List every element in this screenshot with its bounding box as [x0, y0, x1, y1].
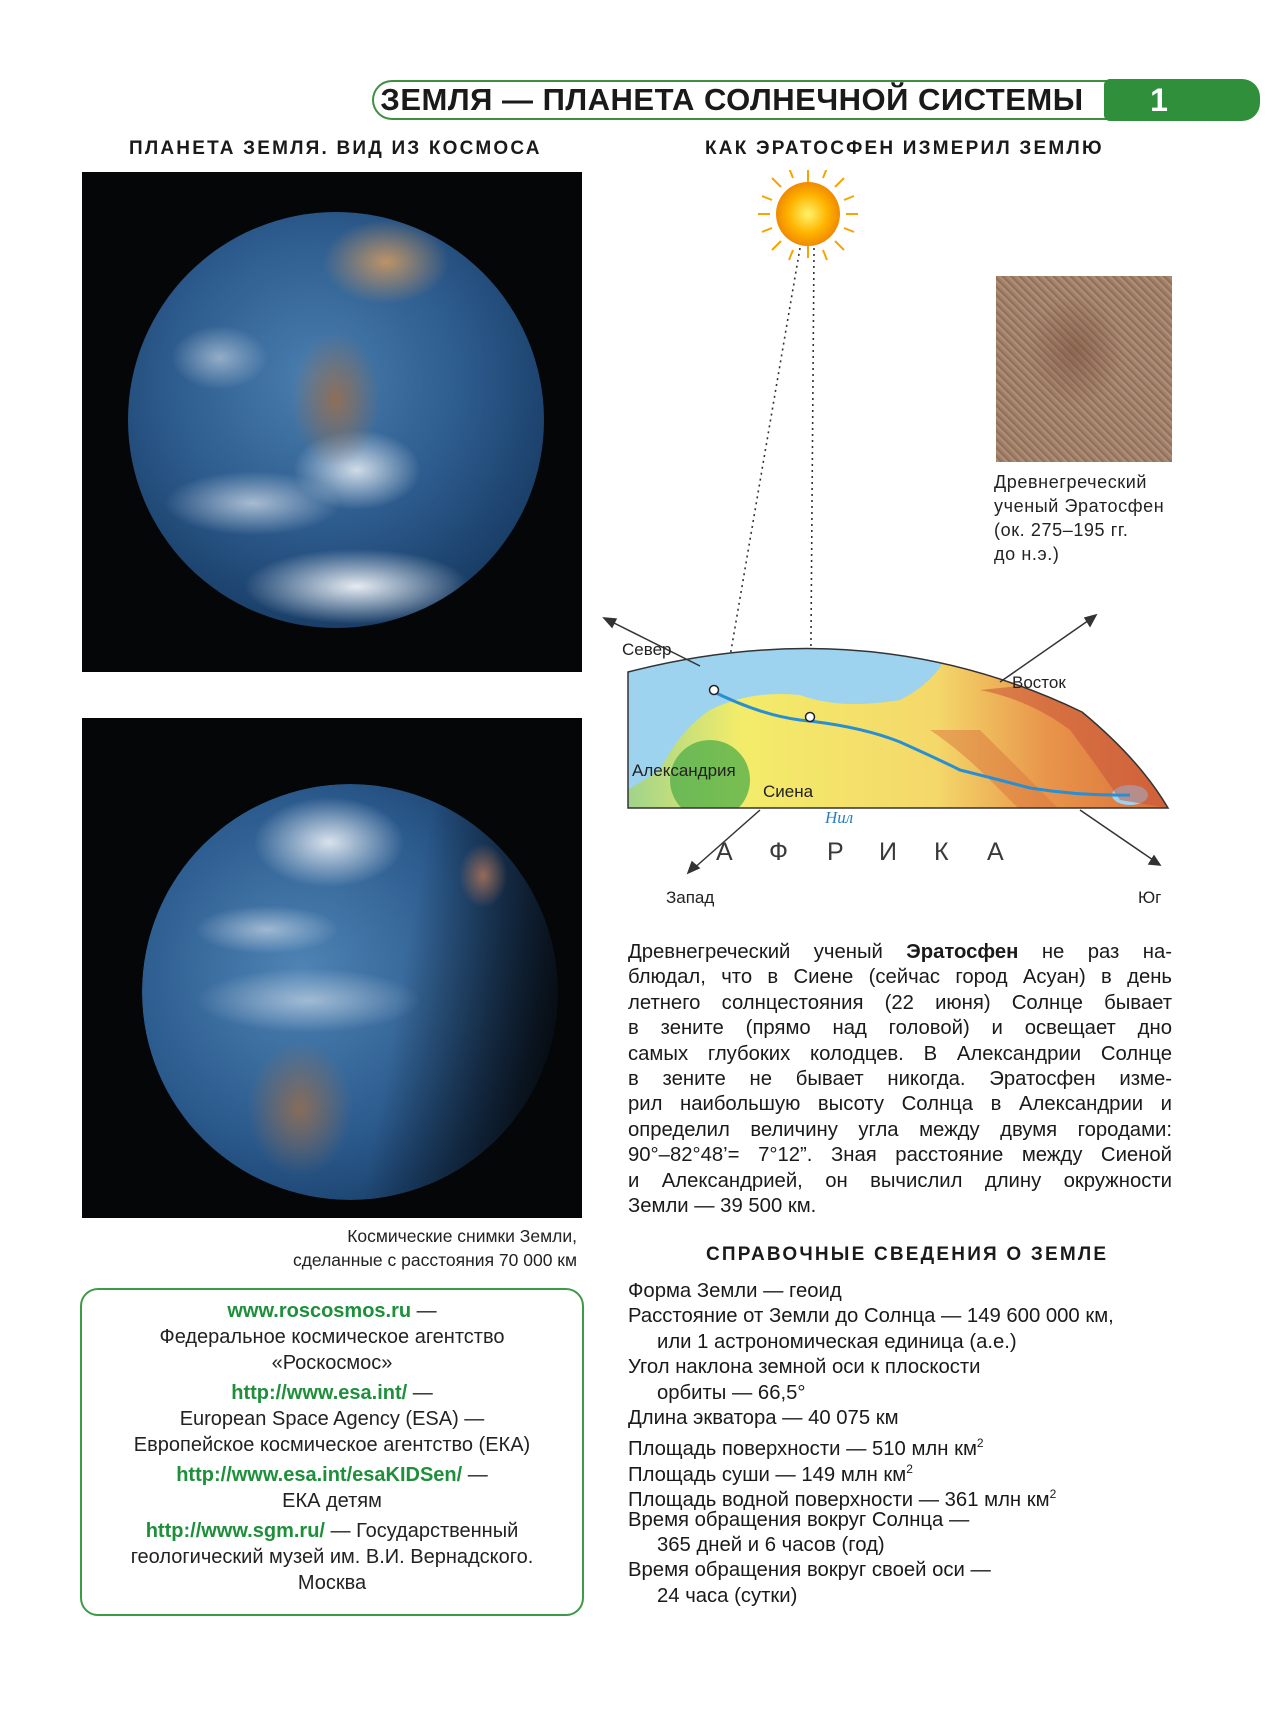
reference-line: Длина экватора — 40 075 км: [628, 1407, 899, 1429]
reference-line: Время обращения вокруг Солнца —: [628, 1508, 970, 1531]
reference-line: или 1 астрономическая единица (а.е.): [657, 1330, 1017, 1353]
reference-line: Площадь водной поверхности — 361 млн $км^2$: [628, 1487, 1057, 1511]
earth-globe-1: [128, 212, 544, 628]
map-label-africa-5: К: [934, 838, 949, 866]
africa-map: [628, 600, 1188, 820]
photo-caption-line-2: сделанные с расстояния 70 000 км: [292, 1250, 577, 1270]
eratosthenes-paragraph: [628, 940, 1172, 1219]
map-label-alexandria: Александрия: [632, 761, 736, 780]
page-title: ЗЕМЛЯ — ПЛАНЕТА СОЛНЕЧНОЙ СИСТЕМЫ: [380, 82, 1084, 117]
reference-line: Угол наклона земной оси к плоскости: [628, 1356, 981, 1379]
map-label-africa-1: А: [716, 838, 733, 866]
sun-icon: [758, 170, 858, 260]
page-number: 1: [1150, 82, 1168, 118]
reference-line: Площадь поверхности — 510 млн $км^2$: [628, 1436, 984, 1461]
section-title-eratosthenes: КАК ЭРАТОСФЕН ИЗМЕРИЛ ЗЕМЛЮ: [705, 138, 1104, 159]
paragraph-line: 90°–82°48’= 7°12”. Зная расстояние между Сиеной: [628, 1144, 1172, 1167]
reference-line: Время обращения вокруг своей оси —: [628, 1559, 991, 1582]
map-label-africa-4: И: [879, 838, 897, 866]
portrait-caption: Древнегреческий ученый Эратосфен (ок. 275–195 гг. до н.э.): [994, 472, 1165, 564]
siena-marker: [806, 713, 815, 722]
paragraph-line: в зените не бывает никогда. Эратосфен изме-: [628, 1068, 1172, 1091]
reference-line: 24 часа (сутки): [657, 1584, 798, 1607]
map-label-south: Юг: [1138, 888, 1162, 907]
map-label-north: Север: [622, 640, 672, 659]
photo-caption-line-1: Космические снимки Земли,: [347, 1226, 577, 1246]
map-label-east: Восток: [1012, 673, 1066, 692]
reference-line: Форма Земли — геоид: [628, 1280, 842, 1302]
paragraph-line: определил величину угла между двумя городами:: [628, 1118, 1172, 1141]
alexandria-marker: [710, 686, 719, 695]
link-block-sgm: http://www.sgm.ru/ — Государственный геологический музей им. В.И. Вернадского. Москва: [130, 1520, 534, 1594]
link-block-roscosmos: www.roscosmos.ru — Федеральное космическое агентство «Роскосмос»: [159, 1300, 505, 1374]
map-label-siena: Сиена: [763, 782, 814, 801]
earth-photo-2: [82, 718, 582, 1218]
map-label-west: Запад: [666, 888, 715, 907]
paragraph-line: в зените (прямо над головой) и освещает дно: [628, 1017, 1172, 1040]
paragraph-line: Древнегреческий ученый Эратосфен не раз на-: [628, 941, 1173, 963]
paragraph-line: самых глубоких колодцев. В Александрии Солнце: [628, 1042, 1172, 1065]
section-title-earth-from-space: ПЛАНЕТА ЗЕМЛЯ. ВИД ИЗ КОСМОСА: [129, 138, 542, 159]
link-sgm[interactable]: http://www.sgm.ru/: [145, 1520, 325, 1542]
reference-line: Площадь суши — 149 млн $км^2$: [628, 1461, 913, 1486]
link-block-esa-kids: http://www.esa.int/esaKIDSen/ — ЕКА детям: [176, 1464, 488, 1512]
map-label-africa-3: Р: [827, 838, 844, 866]
paragraph-line: летнего солнцестояния (22 июня) Солнце бывает: [628, 991, 1172, 1014]
link-esa-kids[interactable]: http://www.esa.int/esaKIDSen/: [176, 1464, 463, 1486]
section-title-reference: СПРАВОЧНЫЕ СВЕДЕНИЯ О ЗЕМЛЕ: [706, 1244, 1109, 1265]
link-block-esa: http://www.esa.int/ — European Space Agency (ESA) — Европейское космическое агентство (ЕКА): [133, 1382, 531, 1456]
link-esa[interactable]: http://www.esa.int/: [231, 1382, 408, 1404]
reference-line: орбиты — 66,5°: [657, 1381, 806, 1404]
map-label-africa-6: А: [987, 838, 1004, 866]
reference-line: Расстояние от Земли до Солнца — 149 600 000 км,: [628, 1305, 1114, 1328]
photo-caption: [82, 1224, 577, 1272]
reference-line: 365 дней и 6 часов (год): [657, 1534, 885, 1556]
paragraph-line: Земли — 39 500 км.: [628, 1195, 817, 1218]
eratosthenes-portrait: [996, 276, 1172, 462]
earth-photo-1: [82, 172, 582, 672]
earth-globe-2: [142, 784, 558, 1200]
paragraph-line: блюдал, что в Сиене (сейчас город Асуан) в день: [628, 966, 1172, 989]
paragraph-line: и Александрией, он вычислил длину окружности: [628, 1169, 1172, 1192]
map-label-africa-2: Ф: [769, 838, 789, 866]
link-roscosmos[interactable]: www.roscosmos.ru: [227, 1300, 412, 1322]
map-label-nile: Нил: [825, 808, 854, 827]
paragraph-line: рил наибольшую высоту Солнца в Александрии и: [628, 1093, 1172, 1116]
